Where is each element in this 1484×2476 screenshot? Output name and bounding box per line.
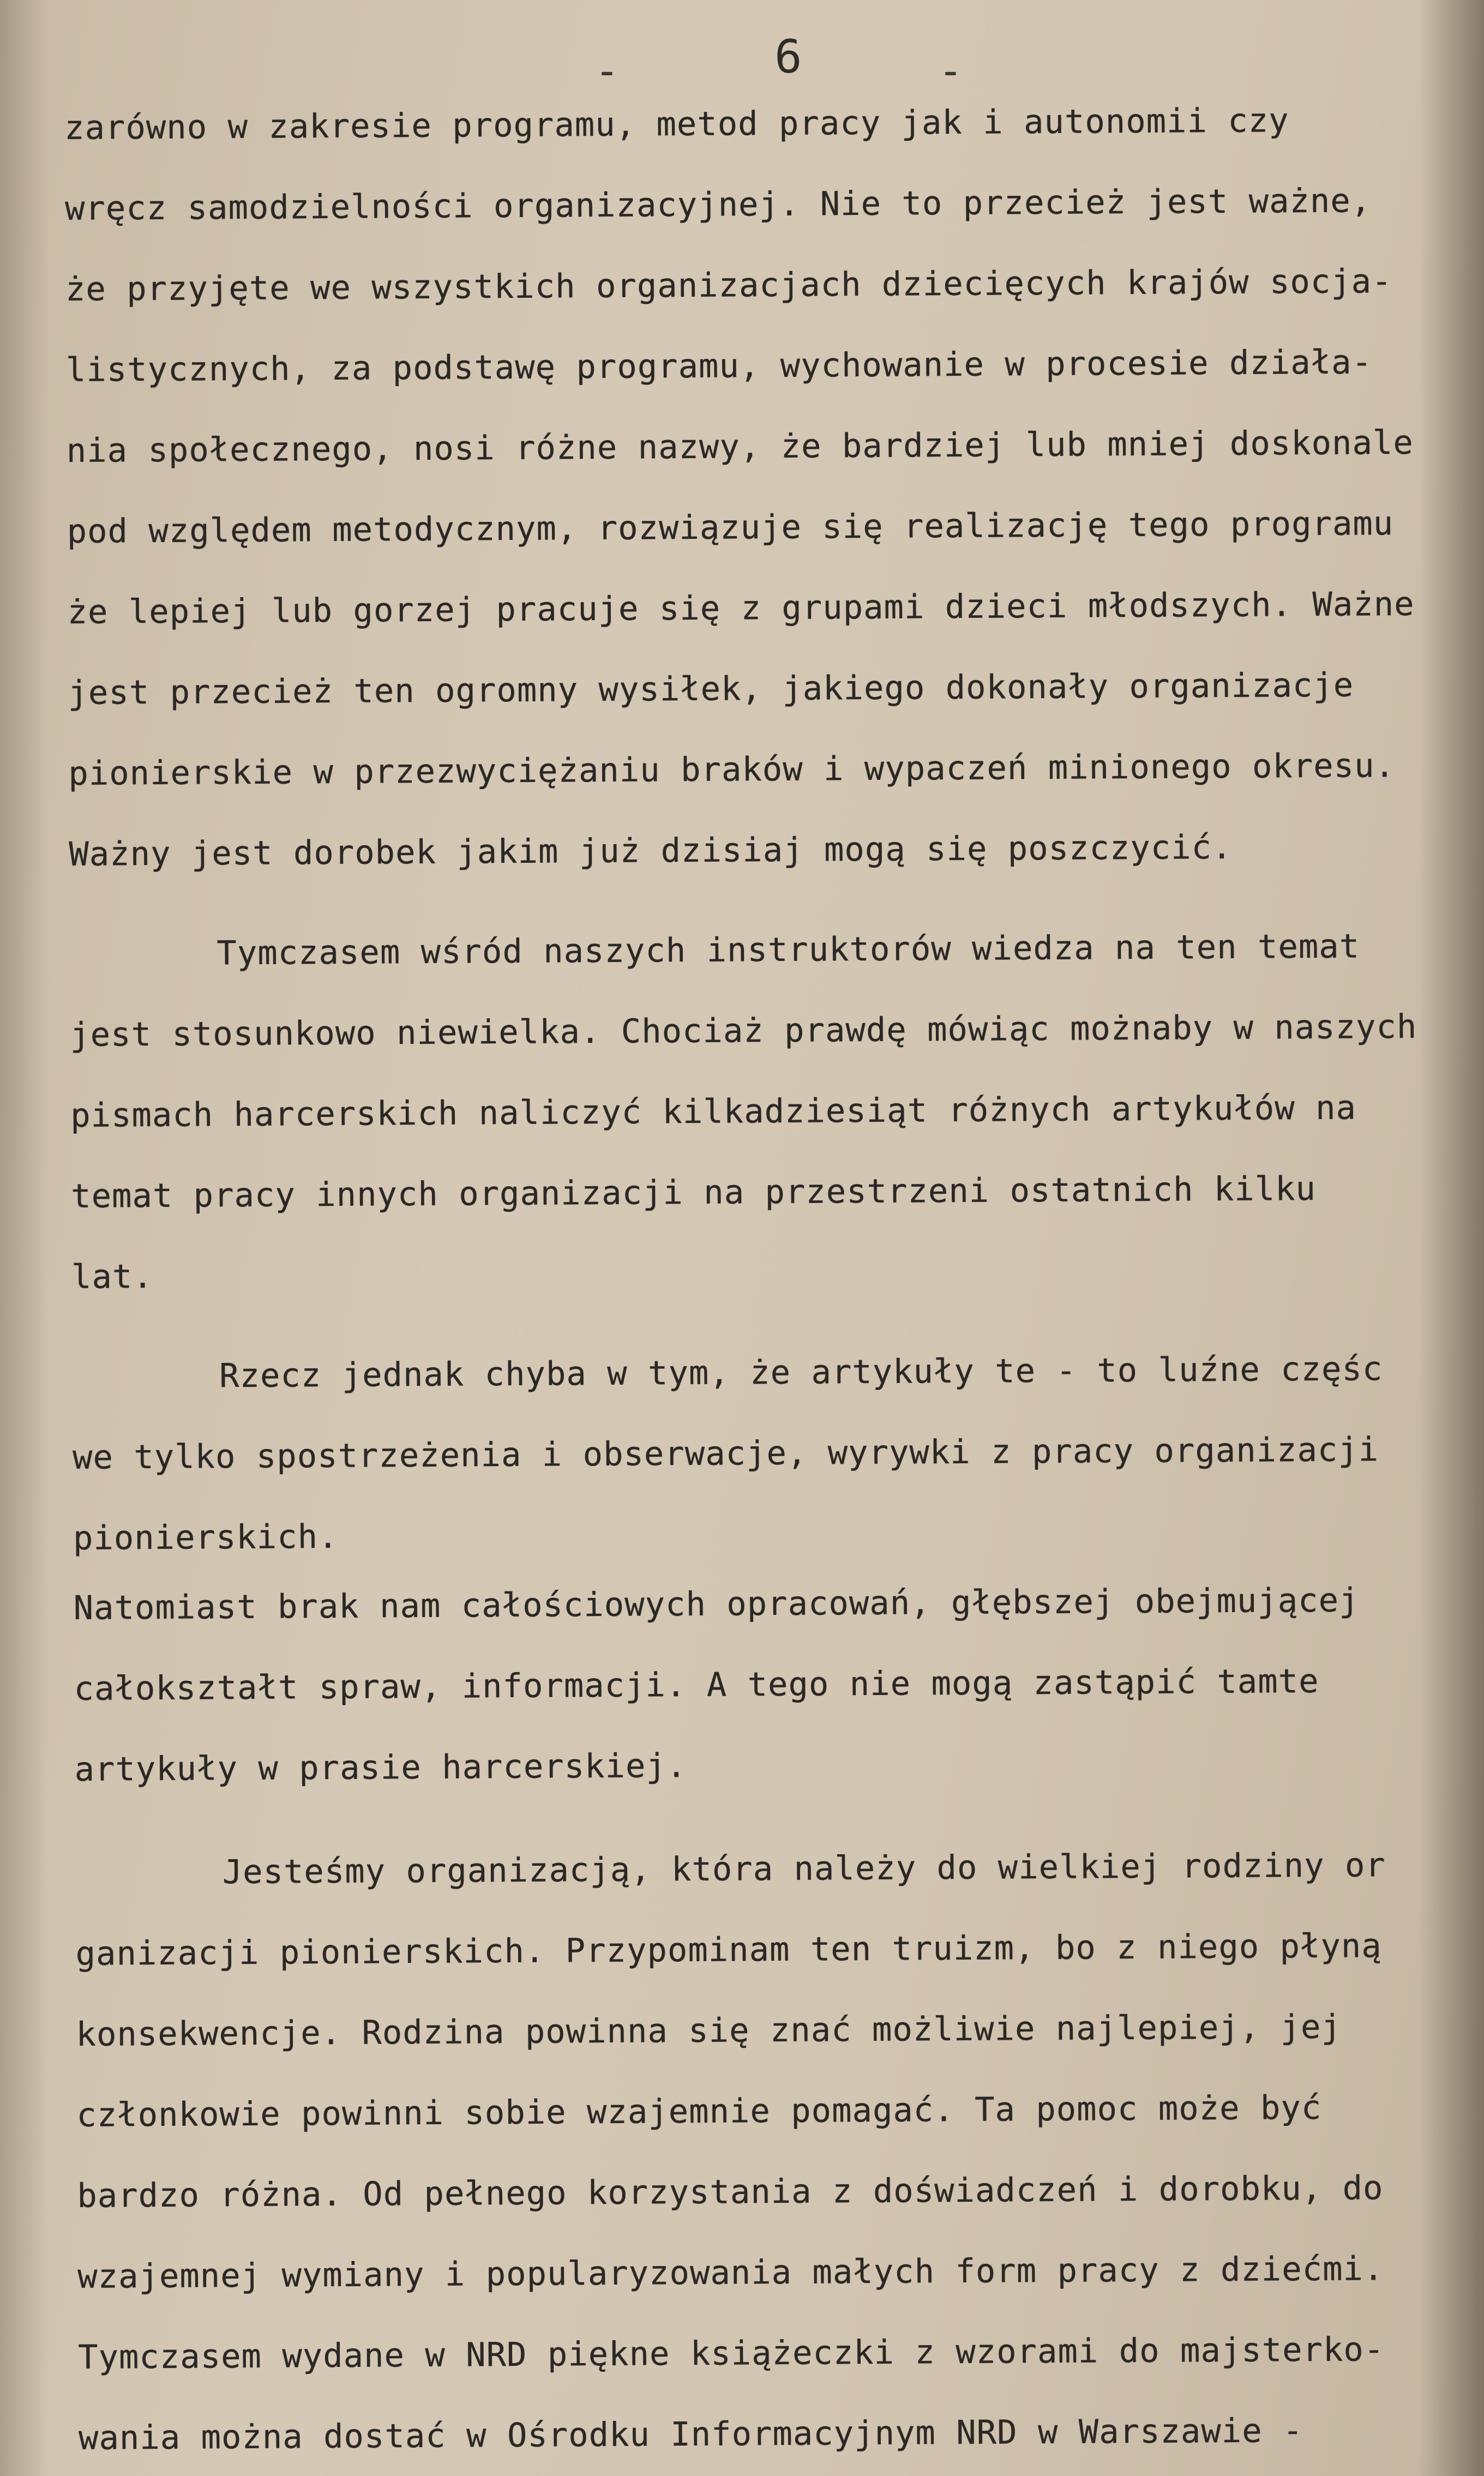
text-line: pod względem metodycznym, rozwiązuje się realizację tego programu	[67, 504, 1394, 551]
text-line: że przyjęte we wszystkich organizacjach dziecięcych krajów socja-	[65, 262, 1392, 309]
text-line: ganizacji pionierskich. Przypominam ten truizm, bo z niego płyną	[75, 1927, 1382, 1973]
header-dash-right: -	[938, 46, 963, 95]
text-line: wzajemnej wymiany i popularyzowania małych form pracy z dziećmi.	[77, 2250, 1384, 2296]
text-line: Tymczasem wśród naszych instruktorów wiedza na ten temat	[217, 927, 1360, 973]
text-line: pionierskie w przezwyciężaniu braków i wypaczeń minionego okresu.	[68, 747, 1396, 793]
text-line: Natomiast brak nam całościowych opracowań, głębszej obejmującej	[73, 1581, 1360, 1627]
text-line: jest przecież ten ogromny wysiłek, jakiego dokonały organizacje	[68, 666, 1354, 712]
text-line: jest stosunkowo niewielka. Chociaż prawdę mówiąc możnaby w naszych	[70, 1007, 1417, 1054]
text-line: że lepiej lub gorzej pracuje się z grupami dzieci młodszych. Ważne	[67, 585, 1415, 632]
page-left-shadow	[0, 0, 49, 2476]
page-header	[0, 30, 1484, 95]
text-line: lat.	[71, 1258, 153, 1296]
text-line: Tymczasem wydane w NRD piękne książeczki z wzorami do majsterko-	[77, 2330, 1385, 2377]
text-line: nia społecznego, nosi różne nazwy, że bardziej lub mniej doskonale	[66, 423, 1414, 470]
text-line: Jesteśmy organizacją, która należy do wielkiej rodziny or	[222, 1846, 1386, 1892]
text-line: konsekwencje. Rodzina powinna się znać możliwie najlepiej, jej	[76, 2008, 1342, 2054]
text-line: wania można dostać w Ośrodku Informacyjnym NRD w Warszawie -	[78, 2412, 1303, 2457]
text-line: pionierskich.	[73, 1517, 339, 1558]
text-line: listycznych, za podstawę programu, wychowanie w procesie działa-	[65, 343, 1373, 389]
text-line: wręcz samodzielności organizacyjnej. Nie to przecież jest ważne,	[64, 182, 1372, 228]
text-line: Rzecz jednak chyba w tym, że artykuły te - to luźne częśc	[219, 1350, 1383, 1396]
text-line: całokształt spraw, informacji. A tego nie mogą zastąpić tamte	[74, 1662, 1319, 1708]
text-line: zarówno w zakresie programu, metod pracy jak i autonomii czy	[64, 101, 1289, 147]
body-text	[64, 101, 1461, 2457]
text-line: temat pracy innych organizacji na przestrzeni ostatnich kilku	[70, 1170, 1317, 1216]
page-number: 6	[774, 30, 802, 83]
text-line: członkowie powinni sobie wzajemnie pomagać. Ta pomoc może być	[76, 2088, 1322, 2135]
page-right-edge-shadow	[1419, 0, 1484, 2476]
text-line: artykuły w prasie harcerskiej.	[74, 1747, 687, 1789]
text-line: we tylko spostrzeżenia i obserwacje, wyrywki z pracy organizacji	[72, 1431, 1379, 1477]
header-dash-left: -	[594, 46, 620, 95]
text-line: pismach harcerskich naliczyć kilkadziesiąt różnych artykułów na	[70, 1089, 1357, 1135]
text-line: Ważny jest dorobek jakim już dzisiaj mogą się poszczycić.	[69, 828, 1233, 874]
text-line: bardzo różna. Od pełnego korzystania z doświadczeń i dorobku, do	[77, 2169, 1384, 2215]
